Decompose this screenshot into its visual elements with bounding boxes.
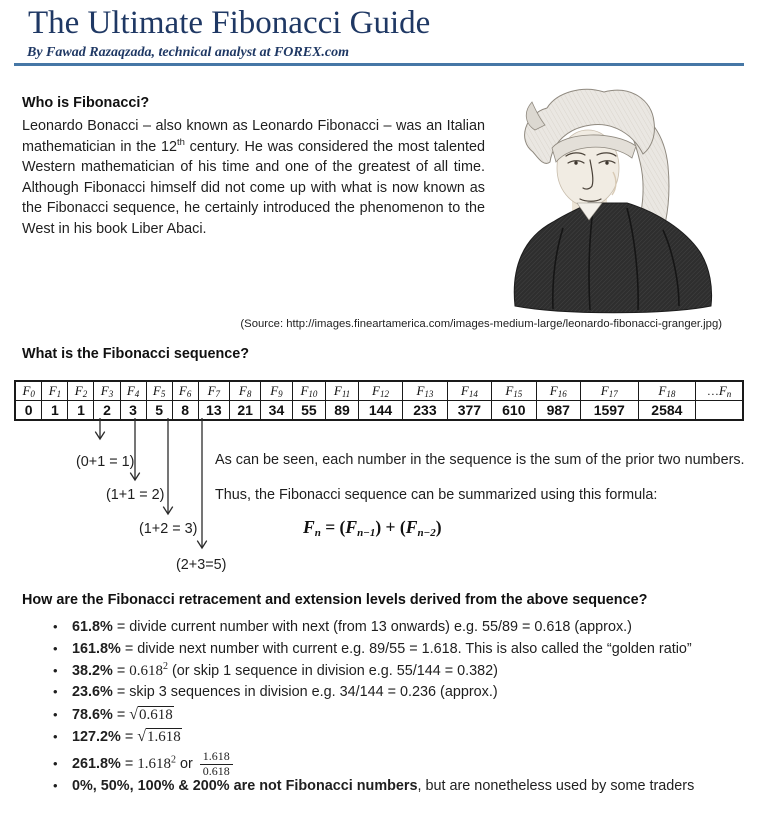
table-header-cell	[229, 381, 260, 401]
f-symbol: F	[207, 383, 216, 398]
sequence-note-2: Thus, the Fibonacci sequence can be summarized using this formula:	[215, 487, 658, 503]
bullet-text	[418, 778, 695, 794]
bullet-item	[22, 706, 738, 728]
bullet-list	[22, 619, 738, 800]
robe-shape	[514, 203, 711, 313]
sum-arrow-1	[96, 418, 105, 439]
bullet-item	[22, 728, 738, 750]
table-value-cell: 21	[229, 401, 260, 421]
bullet-text	[121, 728, 182, 746]
table-header-cell	[15, 381, 42, 401]
fraction	[200, 750, 233, 779]
f-symbol: F	[372, 383, 380, 398]
bullet-label: 0%, 50%, 100% & 200% are not Fibonacci numbers	[72, 778, 418, 795]
table-value-cell: 987	[536, 401, 580, 421]
image-source-caption: (Source: http://images.fineartamerica.com/images-medium-large/leonardo-fibonacci-granger.jpg)	[240, 318, 722, 330]
bullet-dot: •	[53, 640, 58, 656]
f-symbol: F	[460, 383, 469, 398]
table-header-cell	[696, 381, 743, 401]
sum-label-1: (0+1 = 1)	[76, 454, 135, 470]
header-divider	[14, 63, 744, 66]
ellipsis-text: …	[706, 384, 719, 398]
radicand: 1.618	[147, 728, 181, 745]
f-subscript: 13	[424, 389, 434, 399]
table-value-cell: 89	[326, 401, 359, 421]
table-header-cell	[172, 381, 198, 401]
table-header-cell	[326, 381, 359, 401]
formula-variable: F	[303, 517, 315, 537]
table-value-cell: 610	[492, 401, 536, 421]
f-symbol: F	[238, 383, 247, 398]
table-value-cell: 5	[146, 401, 172, 421]
table-value-cell: 233	[403, 401, 447, 421]
table-header-cell	[492, 381, 536, 401]
bullet-text	[121, 641, 692, 657]
bullet-text	[121, 750, 233, 779]
denominator: 0.618	[202, 763, 230, 778]
formula-operator: = (	[320, 517, 346, 537]
f-subscript: 12	[379, 389, 389, 399]
f-subscript: 18	[666, 389, 676, 399]
text-run: (or skip 1 sequence in division e.g. 55/144 = 0.382)	[167, 662, 498, 679]
text-run: , but are nonetheless used by some traders	[417, 778, 695, 795]
sum-arrow-3	[164, 418, 173, 514]
table-value-cell: 0	[15, 401, 42, 421]
math-superscript: 2	[170, 754, 176, 766]
numerator: 1.618	[200, 750, 233, 765]
section-heading-who: Who is Fibonacci?	[22, 95, 150, 111]
table-value-cell: 2584	[638, 401, 696, 421]
f-subscript: 14	[468, 389, 478, 399]
table-header-row	[15, 381, 743, 401]
bullet-dot: •	[53, 684, 58, 700]
bullet-label: 23.6%	[72, 684, 113, 701]
f-subscript: 1	[56, 389, 62, 399]
f-subscript: 16	[557, 389, 567, 399]
f-symbol: F	[333, 383, 342, 398]
table-header-cell	[638, 381, 696, 401]
table-value-cell: 13	[198, 401, 229, 421]
text-run: =	[120, 755, 138, 772]
table-header-cell	[292, 381, 326, 401]
f-symbol: F	[126, 383, 135, 398]
f-symbol: F	[270, 383, 279, 398]
f-subscript: 5	[160, 389, 166, 399]
superscript-text: th	[177, 136, 185, 148]
bullet-dot: •	[53, 778, 58, 794]
sum-arrow-4	[198, 418, 207, 548]
text-run: =	[120, 728, 138, 745]
table-header-cell	[198, 381, 229, 401]
f-subscript: 7	[215, 389, 221, 399]
table-value-cell: 1	[68, 401, 94, 421]
text-run: = divide current number with next (from 13 onwards) e.g. 55/89 = 0.618 (approx.)	[112, 619, 632, 635]
text-run: = divide next number with current e.g. 89/55 = 1.618. This is also called the “golden ratio”	[120, 640, 692, 657]
sum-diagram	[0, 418, 758, 590]
bullet-item	[22, 778, 738, 800]
text-run: or	[175, 755, 197, 772]
table-header-cell	[261, 381, 292, 401]
square-root	[137, 729, 182, 745]
portrait-engraving-svg	[505, 88, 720, 316]
bullet-label: 127.2%	[72, 728, 121, 745]
bullet-text	[113, 619, 632, 635]
text-run: =	[112, 662, 130, 679]
text-run: =	[112, 707, 130, 724]
bullet-dot: •	[53, 619, 58, 634]
bullet-dot: •	[53, 728, 58, 744]
formula-variable: F	[405, 517, 418, 537]
section-heading-sequence: What is the Fibonacci sequence?	[22, 346, 250, 362]
table-header-cell	[120, 381, 146, 401]
table-value-cell: 377	[447, 401, 491, 421]
f-symbol: F	[658, 383, 667, 398]
f-symbol: F	[152, 383, 161, 398]
bullet-item	[22, 750, 738, 779]
table-value-cell: 3	[120, 401, 146, 421]
formula-subscript: n−1	[357, 527, 376, 539]
radicand: 0.618	[139, 707, 173, 724]
bullet-label: 261.8%	[72, 755, 121, 772]
table-value-cell: 8	[172, 401, 198, 421]
f-subscript: 3	[108, 389, 114, 399]
table-value-cell: 1	[42, 401, 68, 421]
table-value-cell: 1597	[580, 401, 638, 421]
sum-label-3: (1+2 = 3)	[139, 521, 198, 537]
intro-paragraph	[22, 116, 485, 240]
f-symbol: F	[74, 383, 83, 398]
bullet-label: 161.8%	[72, 640, 121, 657]
f-subscript: 2	[82, 389, 88, 399]
bullet-item	[22, 619, 738, 641]
f-symbol: F	[100, 383, 109, 398]
radical-icon: √	[129, 706, 138, 724]
sum-label-4: (2+3=5)	[176, 557, 227, 573]
formula-variable: F	[345, 517, 358, 537]
math-superscript: 2	[162, 660, 168, 672]
f-symbol: F	[600, 383, 609, 398]
fibonacci-table-wrapper	[14, 380, 744, 421]
table-value-cell: 55	[292, 401, 326, 421]
table-value-cell: 144	[358, 401, 402, 421]
bullet-dot: •	[53, 755, 58, 771]
math-text: 0.618	[129, 662, 163, 679]
bullet-item	[22, 660, 738, 685]
f-symbol: F	[22, 383, 31, 398]
f-symbol: F	[416, 383, 425, 398]
f-symbol: F	[300, 383, 309, 398]
f-subscript: 6	[186, 389, 192, 399]
square-root	[129, 707, 174, 723]
f-subscript: 15	[513, 389, 523, 399]
f-symbol: F	[549, 383, 558, 398]
text-run: Leonardo Bonacci – also known as Leonardo Fibonacci – was an Italian mathematician in the 12	[22, 118, 485, 155]
table-header-cell	[94, 381, 120, 401]
bullet-label: 78.6%	[72, 707, 113, 724]
f-subscript: n	[726, 389, 732, 399]
table-header-cell	[68, 381, 94, 401]
bullet-dot: •	[53, 662, 58, 678]
f-subscript: 11	[341, 389, 351, 399]
f-symbol: F	[178, 383, 187, 398]
f-subscript: 4	[134, 389, 140, 399]
table-value-cell: 2	[94, 401, 120, 421]
table-header-cell	[447, 381, 491, 401]
f-symbol: F	[505, 383, 514, 398]
f-subscript: 0	[30, 389, 35, 399]
f-symbol: F	[718, 383, 727, 398]
table-header-cell	[358, 381, 402, 401]
bullet-label: 61.8%	[72, 619, 113, 635]
formula-operator: )	[435, 517, 442, 537]
fibonacci-formula	[303, 517, 442, 539]
table-header-cell	[42, 381, 68, 401]
sum-label-2: (1+1 = 2)	[106, 487, 165, 503]
sum-arrow-2	[131, 418, 140, 480]
bullet-dot: •	[53, 707, 58, 723]
f-symbol: F	[48, 383, 57, 398]
bullet-text	[112, 660, 498, 680]
table-header-cell	[403, 381, 447, 401]
formula-operator: ) + (	[375, 517, 406, 537]
bullet-label: 38.2%	[72, 662, 113, 679]
table-header-cell	[536, 381, 580, 401]
fibonacci-sequence-table	[14, 380, 744, 421]
formula-subscript: n	[314, 527, 321, 539]
f-subscript: 10	[308, 389, 318, 399]
bullet-item	[22, 684, 738, 706]
f-subscript: 9	[278, 389, 283, 399]
radical-icon: √	[137, 727, 146, 745]
text-run: = skip 3 sequences in division e.g. 34/144 = 0.236 (approx.)	[112, 684, 498, 701]
f-subscript: 8	[246, 389, 252, 399]
sequence-note-1: As can be seen, each number in the sequence is the sum of the prior two numbers.	[215, 452, 745, 468]
table-header-cell	[580, 381, 638, 401]
bullet-text	[113, 684, 498, 700]
table-value-cell: 34	[261, 401, 292, 421]
table-header-cell	[146, 381, 172, 401]
math-text: 1.618	[137, 755, 171, 772]
page-title: The Ultimate Fibonacci Guide	[28, 5, 431, 41]
formula-subscript: n−2	[417, 527, 436, 539]
author-byline: By Fawad Razaqzada, technical analyst at FOREX.com	[27, 45, 350, 60]
text-run: century. He was considered the most talented Western mathematician of his time and one of the greatest of all time. Although Fibonacci himself did not come up with what is now known as the Fibonacci sequence, he certainly introduced the phenomenon to the West in his book Liber Abaci.	[22, 138, 485, 237]
section-heading-derivation: How are the Fibonacci retracement and extension levels derived from the above sequence?	[22, 592, 648, 608]
bullet-text	[113, 706, 174, 724]
fibonacci-portrait-image	[505, 88, 720, 316]
bullet-item	[22, 641, 738, 663]
f-subscript: 17	[608, 389, 618, 399]
